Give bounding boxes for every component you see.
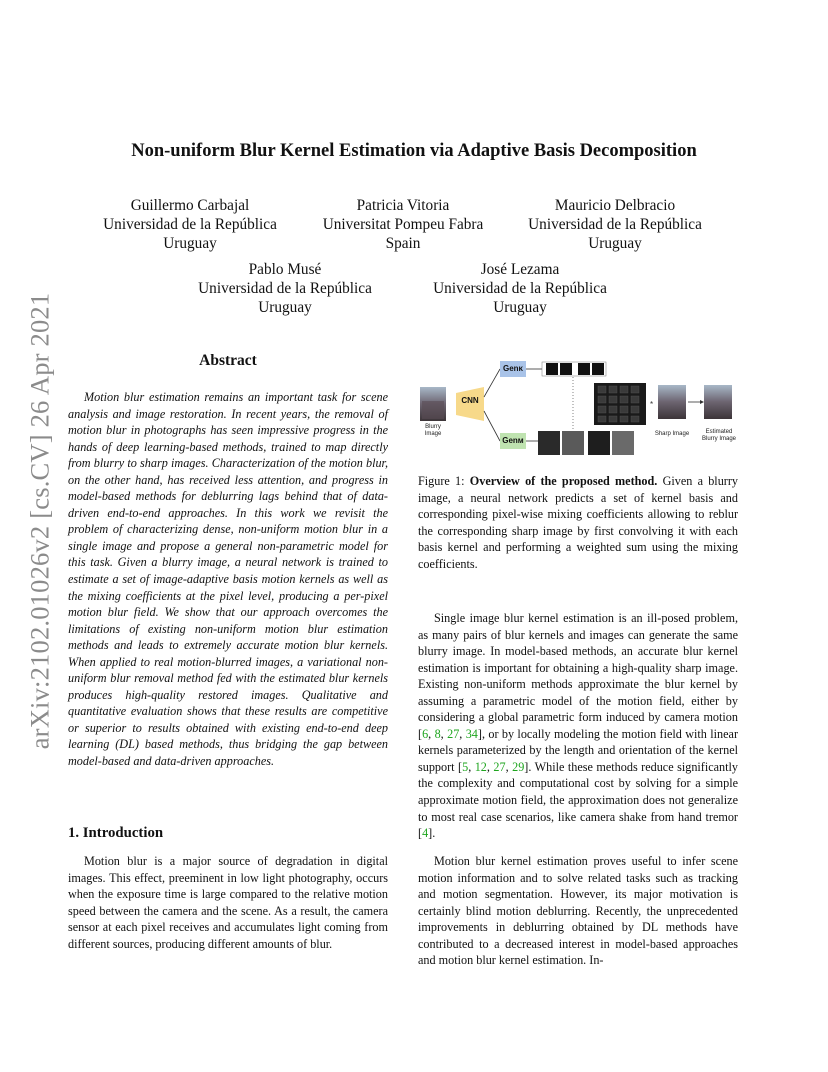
author-block [420, 260, 620, 317]
right-paragraph-1: Single image blur kernel estimation is an ill-posed problem, as many pairs of blur kernels and images can generate the same blurry image. In model-based methods, an accurate blur kernel estimation is important for obtaining a high-quality sharp image. Existing non-uniform methods approximate the blur kernel by assuming a parametric model of the motion field, either by considering a global parametric form induced by camera motion [6, 8, 27, 34], or by locally modeling the motion field with linear kernels parameterized by the length and orientation of the kernel support [5, 12, 27, 29]. While these methods reduce significantly the complexity and computational cost by solving for a simple approximate motion field, the approximation does not generalize to most real case scenarios, like camera shake from hand tremor [4]. [418, 611, 739, 841]
citation-link[interactable]: 4 [422, 826, 429, 841]
section-heading: 1. Introduction [68, 825, 164, 841]
author-name: Mauricio Delbracio [554, 197, 676, 214]
citation-link[interactable]: 27 [493, 759, 506, 774]
citation-link[interactable]: 29 [512, 759, 525, 774]
citation-link[interactable]: 6 [422, 726, 429, 741]
genk-label: Genᴋ [502, 364, 524, 373]
arxiv-stamp: arXiv:2102.01026v2 [cs.CV] 26 Apr 2021 [24, 292, 55, 750]
author-affiliation: Universidad de la República [198, 280, 372, 297]
author-name: Pablo Musé [248, 261, 322, 278]
blurry-image-label: Blurry Image [424, 424, 442, 437]
figure-caption: Figure 1: Overview of the proposed method. Given a blurry image, a neural network predicts a set of kernel basis and corresponding pixel-wise mixing coefficients allowing to reblur the corresponding sharp image by first convolving it with each basis kernel and performing a weighted sum using the mixing coefficients. [418, 474, 738, 571]
estimated-image-thumb [704, 385, 732, 419]
sharp-image-thumb [658, 385, 686, 419]
author-affiliation: Universidad de la República [103, 216, 277, 233]
author-block [303, 196, 503, 253]
author-country: Uruguay [258, 299, 312, 316]
figure-diagram [418, 357, 743, 462]
cnn-label: CNN [461, 396, 479, 405]
author-affiliation: Universidad de la República [528, 216, 702, 233]
author-block [185, 260, 385, 317]
svg-text:*: * [650, 400, 654, 409]
author-affiliation: Universitat Pompeu Fabra [322, 216, 484, 233]
author-country: Spain [385, 235, 421, 252]
right-paragraph-2: Motion blur kernel estimation proves useful to infer scene motion information and to solve related tasks such as tracking and motion segmentation. However, its major motivation is certainly blind motion deblurring. Recently, the unprecedented improvements in deblurring obtained by DL methods have contributed to a decreased interest in model-based approaches and motion blur kernel estimation. In- [418, 854, 738, 968]
author-affiliation: Universidad de la República [433, 280, 607, 297]
author-name: Guillermo Carbajal [130, 197, 250, 214]
author-country: Uruguay [163, 235, 217, 252]
genm-label: Genᴍ [502, 436, 524, 445]
abstract-heading: Abstract [199, 352, 257, 369]
intro-paragraph: Motion blur is a major source of degradation in digital images. This effect, preeminent in low light photography, occurs when the exposure time is large compared to the relative motion speed between the camera and the scene. As a result, the camera sensor at each pixel receives and accumulates light coming from different sources, producing different amounts of blur. [68, 854, 388, 951]
author-block [90, 196, 290, 253]
paper-title: Non-uniform Blur Kernel Estimation via Adaptive Basis Decomposition [131, 141, 697, 161]
abstract-text: Motion blur estimation remains an important task for scene analysis and image restoration. In recent years, the removal of motion blur in photographs has seen impressive progress in the hands of deep learning-based methods, trained to map directly from blurry to sharp images. Characterization of the motion blur, on the other hand, has received less attention, and progress in model-based methods for deblurring lags behind that of data-driven end-to-end approaches. In this work we revisit the problem of characterizing dense, non-uniform motion blur in a single image and propose a general non-parametric model for this task. Given a blurry image, a neural network is trained to estimate a set of image-adaptive basis motion kernels as well as the mixing coefficients at the pixel level, producing a per-pixel motion blur field. We show that our approach overcomes the limitations of existing non-uniform motion blur estimation methods and leads to extremely accurate motion blur kernels. When applied to real motion-blurred images, a variational non-uniform blur removal method fed with the estimated blur kernels produces high-quality restored images. Qualitative and quantitative evaluation shows that these results are competitive or superior to results obtained with existing end-to-end deep learning (DL) based methods, thus bridging the gap between model-based and data-driven approaches. [68, 390, 388, 769]
citation-link[interactable]: 12 [474, 759, 487, 774]
author-country: Uruguay [493, 299, 547, 316]
author-name: Patricia Vitoria [356, 197, 450, 214]
figure-1 [418, 357, 743, 462]
citation-link[interactable]: 27 [447, 726, 460, 741]
author-name: José Lezama [480, 261, 560, 278]
citation-link[interactable]: 5 [462, 759, 469, 774]
author-block [515, 196, 715, 253]
citation-link[interactable]: 34 [465, 726, 478, 741]
estimated-image-label: Estimated Blurry Image [702, 429, 737, 442]
sharp-image-label: Sharp Image [654, 431, 690, 437]
citation-link[interactable]: 8 [434, 726, 441, 741]
author-country: Uruguay [588, 235, 642, 252]
